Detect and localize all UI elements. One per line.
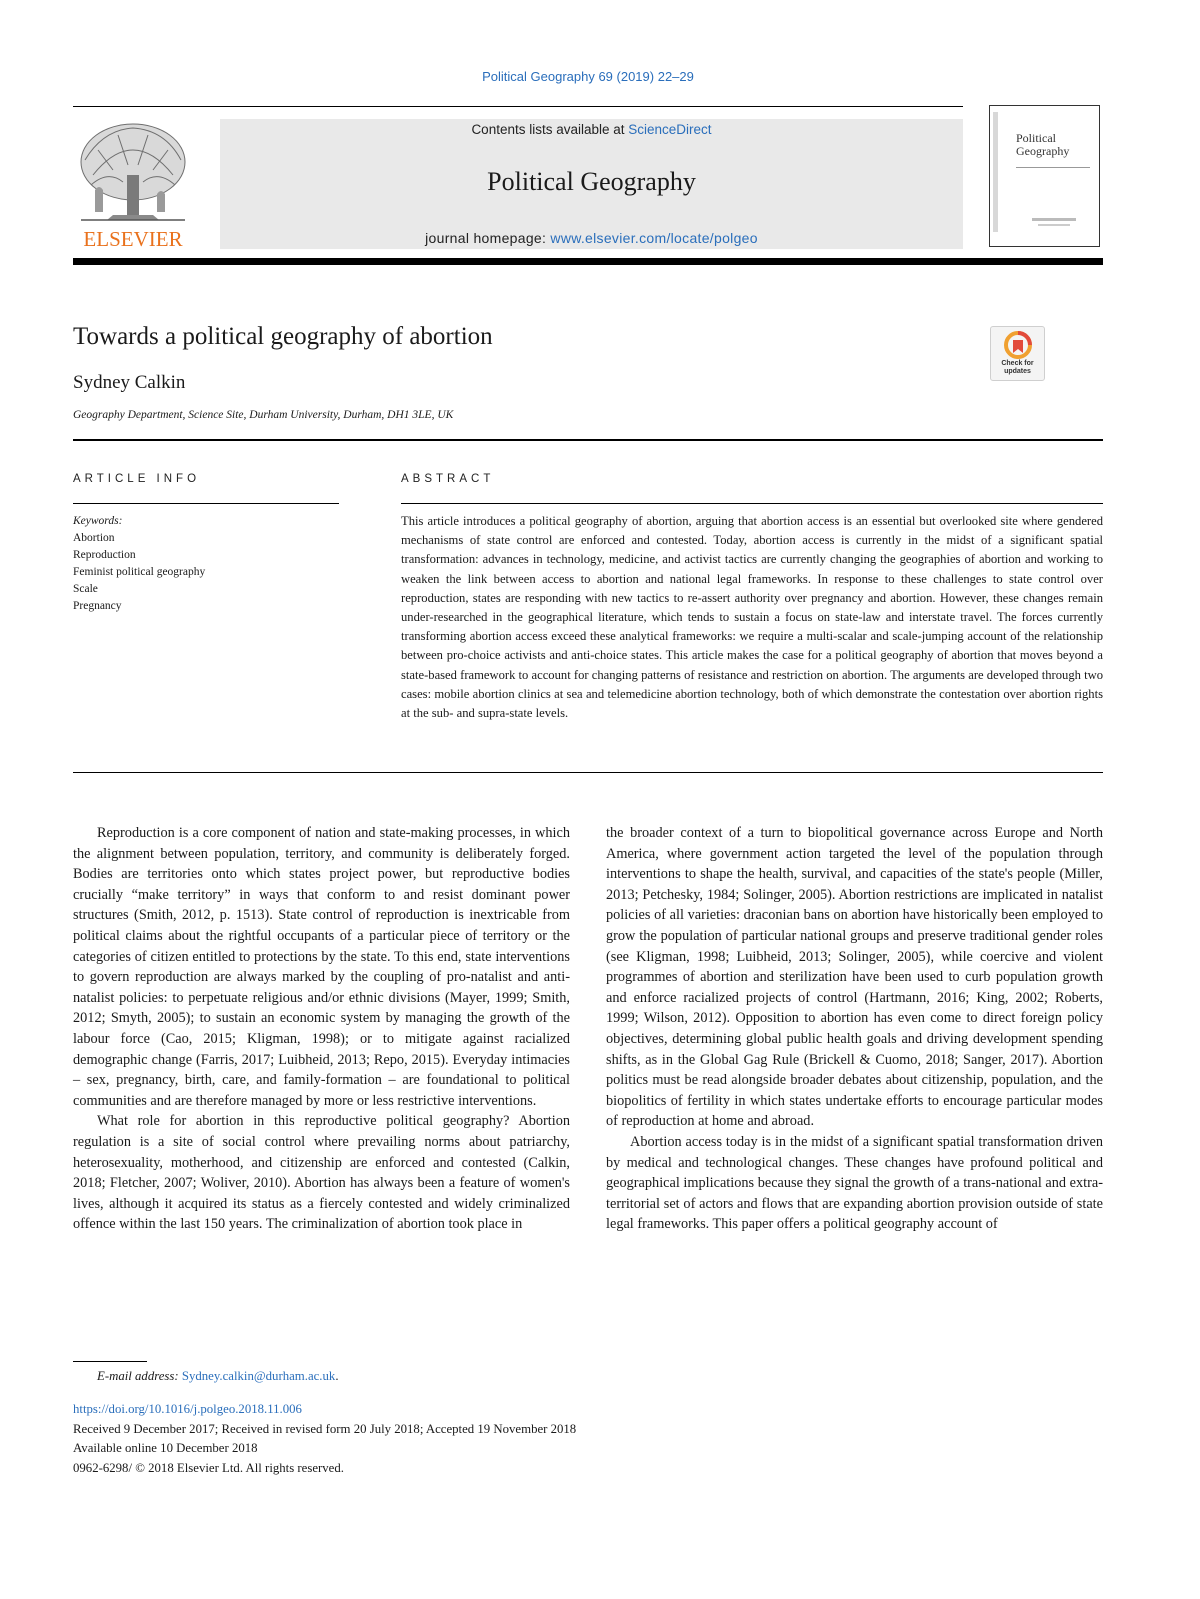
keyword-item: Scale [73, 583, 98, 595]
check-for-updates-label: Check for updates [1001, 360, 1034, 375]
check-for-updates-icon [1004, 331, 1032, 359]
journal-banner [220, 119, 963, 249]
keyword-item: Reproduction [73, 549, 136, 561]
article-info-rule [73, 503, 339, 504]
keyword-item: Feminist political geography [73, 566, 206, 578]
email-suffix: . [335, 1369, 339, 1383]
journal-title: Political Geography [487, 167, 696, 196]
journal-cover-thumbnail[interactable] [989, 105, 1100, 247]
elsevier-logo[interactable] [73, 120, 193, 252]
article-info-heading: ARTICLE INFO [73, 473, 201, 485]
email-link[interactable]: Sydney.calkin@durham.ac.uk [181, 1369, 336, 1383]
cover-text-line [1032, 218, 1076, 221]
contents-line [220, 122, 963, 137]
abstract-heading: ABSTRACT [401, 473, 495, 485]
cover-strip [993, 112, 998, 232]
elsevier-tree-icon [73, 120, 193, 252]
available-online: Available online 10 December 2018 [73, 1441, 258, 1456]
homepage-prefix: journal homepage: [425, 230, 551, 246]
homepage-line [220, 230, 963, 246]
body-column-right [606, 823, 1103, 1235]
cover-title: Political Geography [1016, 131, 1070, 158]
doi-link[interactable]: https://doi.org/10.1016/j.polgeo.2018.11.006 [73, 1402, 302, 1416]
article-title: Towards a political geography of abortion [73, 323, 493, 350]
homepage-link[interactable]: www.elsevier.com/locate/polgeo [550, 230, 758, 246]
author-name[interactable]: Sydney Calkin [73, 372, 186, 393]
footnote-rule [73, 1361, 147, 1362]
keywords-label: Keywords: [73, 515, 123, 527]
body-paragraph: the broader context of a turn to biopolitical governance across Europe and North America, where government action targeted the level of the population through interventions to shape the health, survival, and capacities of the state's people (Miller, 2013; Petchesky, 1984; Solinger, 2005). Abortion restrictions are implicated in natalist policies of all varieties: draconian bans on abortion have historically been employed to grow the population of particular national groups and preserve traditional gender roles (see Kligman, 1998; Luibheid, 2013; Solinger, 2005), while coercive and violent programmes of abortion and sterilization have been used to curb population growth and enforce racialized projects of control (Hartmann, 2016; King, 2002; Roberts, 1999; Wilson, 2012). Opposition to abortion has even come to direct foreign policy objectives, determining global public health goals and driving development spending shifts, as in the Global Gag Rule (Brickell & Cuomo, 2018; Sanger, 2017). Abortion politics must be read alongside broader debates about citizenship, population, and the biopolitics of fertility in which states undertake efforts to encourage particular modes of reproduction at home and abroad. [606, 825, 1103, 1130]
elsevier-wordmark: ELSEVIER [83, 227, 183, 251]
journal-citation: Political Geography 69 (2019) 22–29 [482, 69, 694, 84]
copyright: 0962-6298/ © 2018 Elsevier Ltd. All rights reserved. [73, 1460, 344, 1475]
article-meta [73, 1400, 576, 1478]
footnote-email [97, 1369, 339, 1384]
body-paragraph: What role for abortion in this reproductive political geography? Abortion regulation is a site of social control where prevailing norms about patriarchy, heterosexuality, motherhood, and citizenship are enforced and contested (Calkin, 2018; Fletcher, 2007; Woliver, 2010). Abortion has always been a feature of women's lives, although it acquired its status as a fiercely contested and widely criminalized offence within the last 150 years. The criminalization of abortion took place in [73, 1113, 570, 1233]
keyword-item: Pregnancy [73, 600, 122, 612]
check-for-updates-button[interactable] [990, 326, 1045, 381]
body-column-left [73, 823, 570, 1235]
contents-prefix: Contents lists available at [471, 122, 629, 137]
email-label: E-mail address: [97, 1369, 179, 1383]
abstract-rule [401, 503, 1103, 504]
abstract-bottom-rule [73, 772, 1103, 773]
cover-rule [1016, 167, 1090, 168]
body-paragraph: Abortion access today is in the midst of a significant spatial transformation driven by medical and technological changes. These changes have profound political and geographical implications because they signal the growth of a trans-national and extra-territorial set of actors and flows that are expanding abortion provision outside of state legal frameworks. This paper offers a political geography account of [606, 1133, 1103, 1233]
received-dates: Received 9 December 2017; Received in revised form 20 July 2018; Accepted 19 November 2018 [73, 1421, 577, 1436]
section-rule [73, 439, 1103, 441]
sciencedirect-link[interactable]: ScienceDirect [628, 122, 712, 137]
cover-text-line [1038, 224, 1070, 226]
header-thick-rule [73, 258, 1103, 265]
header-rule [73, 106, 963, 107]
keywords-block [73, 513, 205, 615]
abstract-text: This article introduces a political geography of abortion, arguing that abortion access is an essential but overlooked site where gendered mechanisms of state control are enforced and contested. Today, abortion access is currently in the midst of a significant spatial transformation: advances in technology, medicine, and activist tactics are currently changing the geographies of abortion and working to weaken the link between access to abortion and national legal frameworks. In response to these challenges to state control over reproduction, states are responding with new tactics to re-assert authority over pregnancy and abortion. However, these changes remain under-researched in the geographical literature, which tends to sustain a focus on state-law and interstate travel. The forces currently transforming abortion access exceed these analytical frameworks: we require a multi-scalar and scale-jumping account of the relationship between pro-choice activists and anti-choice states. This article makes the case for a political geography of abortion that moves beyond a state-based framework to account for changing patterns of resistance and restriction on abortion. The arguments are developed through two cases: mobile abortion clinics at sea and telemedicine abortion technology, both of which demonstrate the contestation over abortion rights at the sub- and supra-state levels. [401, 514, 1103, 721]
author-affiliation: Geography Department, Science Site, Durham University, Durham, DH1 3LE, UK [73, 409, 454, 421]
body-paragraph: Reproduction is a core component of nation and state-making processes, in which the alignment between population, territory, and community is deliberately forged. Bodies are territories onto which states project power, but reproductive bodies crucially “make territory” in ways that conform to and resist dominant power structures (Smith, 2012, p. 1513). State control of reproduction is inextricable from political claims about the rightful occupants of a particular piece of territory or the categories of citizen entitled to protections by the state. To this end, state interventions to govern reproduction are always marked by the coupling of pro-natalist and anti-natalist policies: to perpetuate religious and/or ethnic divisions (Mayer, 1999; Smith, 2012; Smyth, 2005); to sustain an economic system by managing the growth of the labour force (Cao, 2015; Kligman, 1998); or to mitigate against racialized demographic change (Farris, 2017; Luibheid, 2013; Repo, 2015). Everyday intimacies – sex, pregnancy, birth, care, and family-formation – are foundational to political communities and are therefore managed by more or less restrictive interventions. [73, 825, 570, 1109]
keyword-item: Abortion [73, 532, 115, 544]
